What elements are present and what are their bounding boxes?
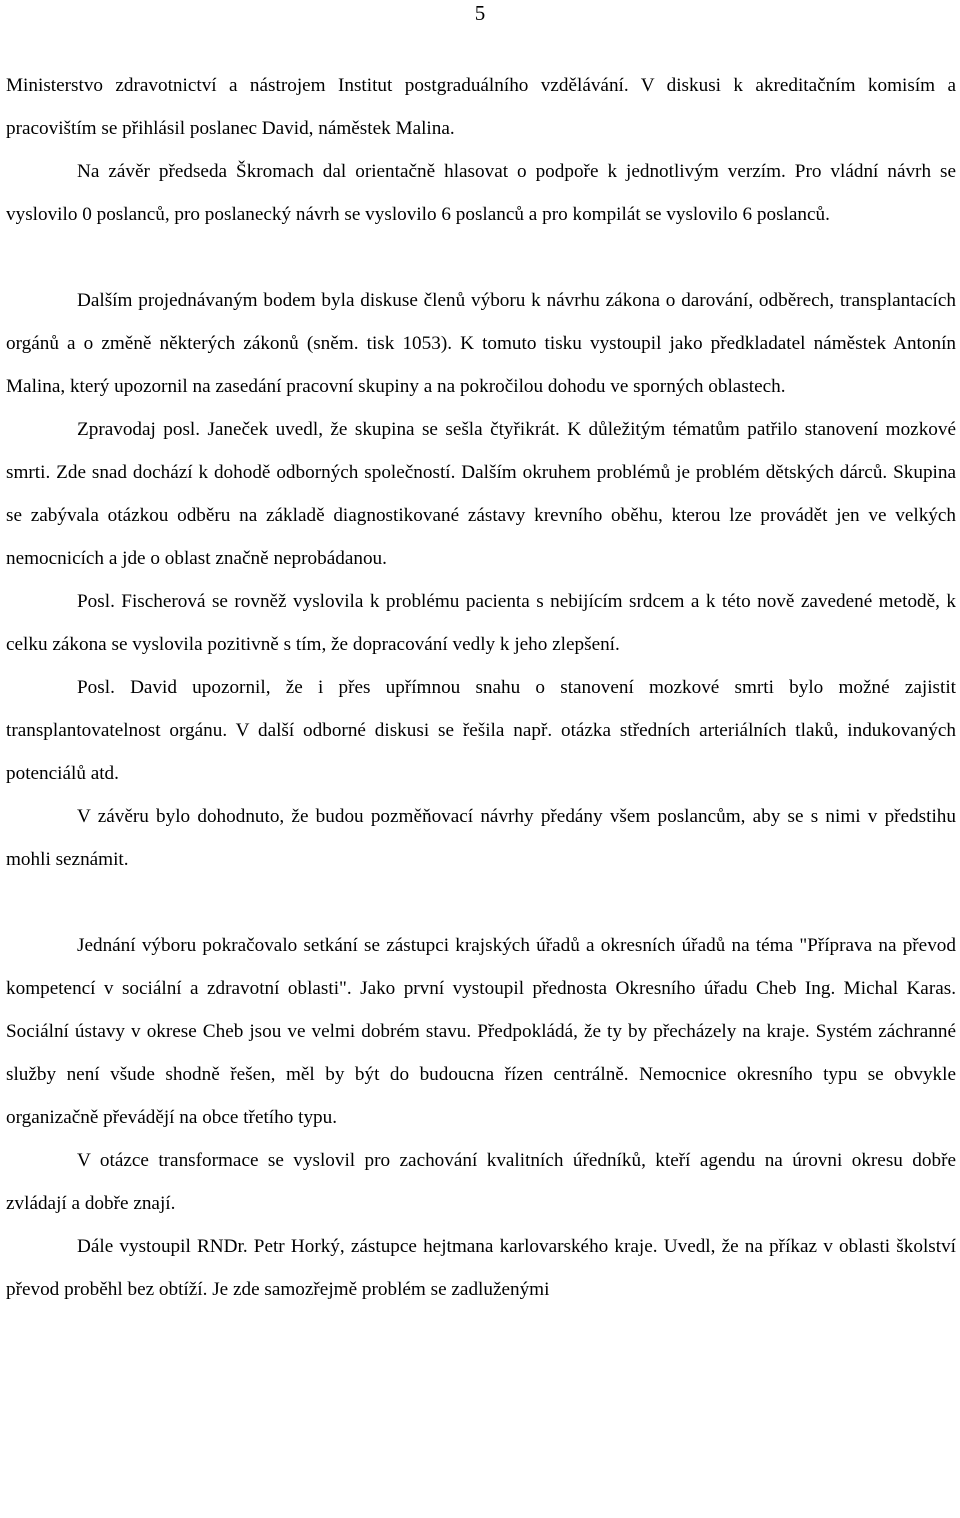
paragraph: V závěru bylo dohodnuto, že budou pozměňovací návrhy předány všem poslancům, aby se s nimi v předstihu mohli seznámit. [6, 806, 956, 870]
document-body [6, 64, 956, 1311]
paragraph: Jednání výboru pokračovalo setkání se zástupci krajských úřadů a okresních úřadů na téma "Příprava na převod kompetencí v sociální a zdravotní oblasti". Jako první vystoupil přednosta Okresního úřadu Cheb Ing. Michal Karas. Sociální ústavy v okrese Cheb jsou ve velmi dobrém stavu. Předpokládá, že ty by přecházely na kraje. Systém záchranné služby není všude shodně řešen, měl by být do budoucna řízen centrálně. Nemocnice okresního typu se obvykle organizačně převádějí na obce třetího typu. [6, 935, 956, 1128]
paragraph: Posl. David upozornil, že i přes upřímnou snahu o stanovení mozkové smrti bylo možné zajistit transplantovatelnost orgánu. V další odborné diskusi se řešila např. otázka středních arteriálních tlaků, indukovaných potenciálů atd. [6, 677, 956, 784]
paragraph: Dalším projednávaným bodem byla diskuse členů výboru k návrhu zákona o darování, odběrech, transplantacích orgánů a o změně některých zákonů (sněm. tisk 1053). K tomuto tisku vystoupil jako předkladatel náměstek Antonín Malina, který upozornil na zasedání pracovní skupiny a na pokročilou dohodu ve sporných oblastech. [6, 290, 956, 397]
paragraph: Zpravodaj posl. Janeček uvedl, že skupina se sešla čtyřikrát. K důležitým tématům patřilo stanovení mozkové smrti. Zde snad dochází k dohodě odborných společností. Dalším okruhem problémů je problém dětských dárců. Skupina se zabývala otázkou odběru na základě diagnostikované zástavy krevního oběhu, kterou lze provádět jen ve velkých nemocnicích a jde o oblast značně neprobádanou. [6, 419, 956, 569]
paragraph: V otázce transformace se vyslovil pro zachování kvalitních úředníků, kteří agendu na úrovni okresu dobře zvládají a dobře znají. [6, 1150, 956, 1214]
paragraph: Ministerstvo zdravotnictví a nástrojem Institut postgraduálního vzdělávání. V diskusi k akreditačním komisím a pracovištím se přihlásil poslanec David, náměstek Malina. [6, 75, 956, 139]
paragraph: Dále vystoupil RNDr. Petr Horký, zástupce hejtmana karlovarského kraje. Uvedl, že na příkaz v oblasti školství převod proběhl bez obtíží. Je zde samozřejmě problém se zadluženými [6, 1236, 956, 1300]
page-number: 5 [474, 1, 486, 25]
paragraph: Posl. Fischerová se rovněž vyslovila k problému pacienta s nebijícím srdcem a k této nově zavedené metodě, k celku zákona se vyslovila pozitivně s tím, že dopracování vedly k jeho zlepšení. [6, 591, 956, 655]
paragraph: Na závěr předseda Škromach dal orientačně hlasovat o podpoře k jednotlivým verzím. Pro vládní návrh se vyslovilo 0 poslanců, pro poslanecký návrh se vyslovilo 6 poslanců a pro kompilát se vyslovilo 6 poslanců. [6, 161, 956, 225]
